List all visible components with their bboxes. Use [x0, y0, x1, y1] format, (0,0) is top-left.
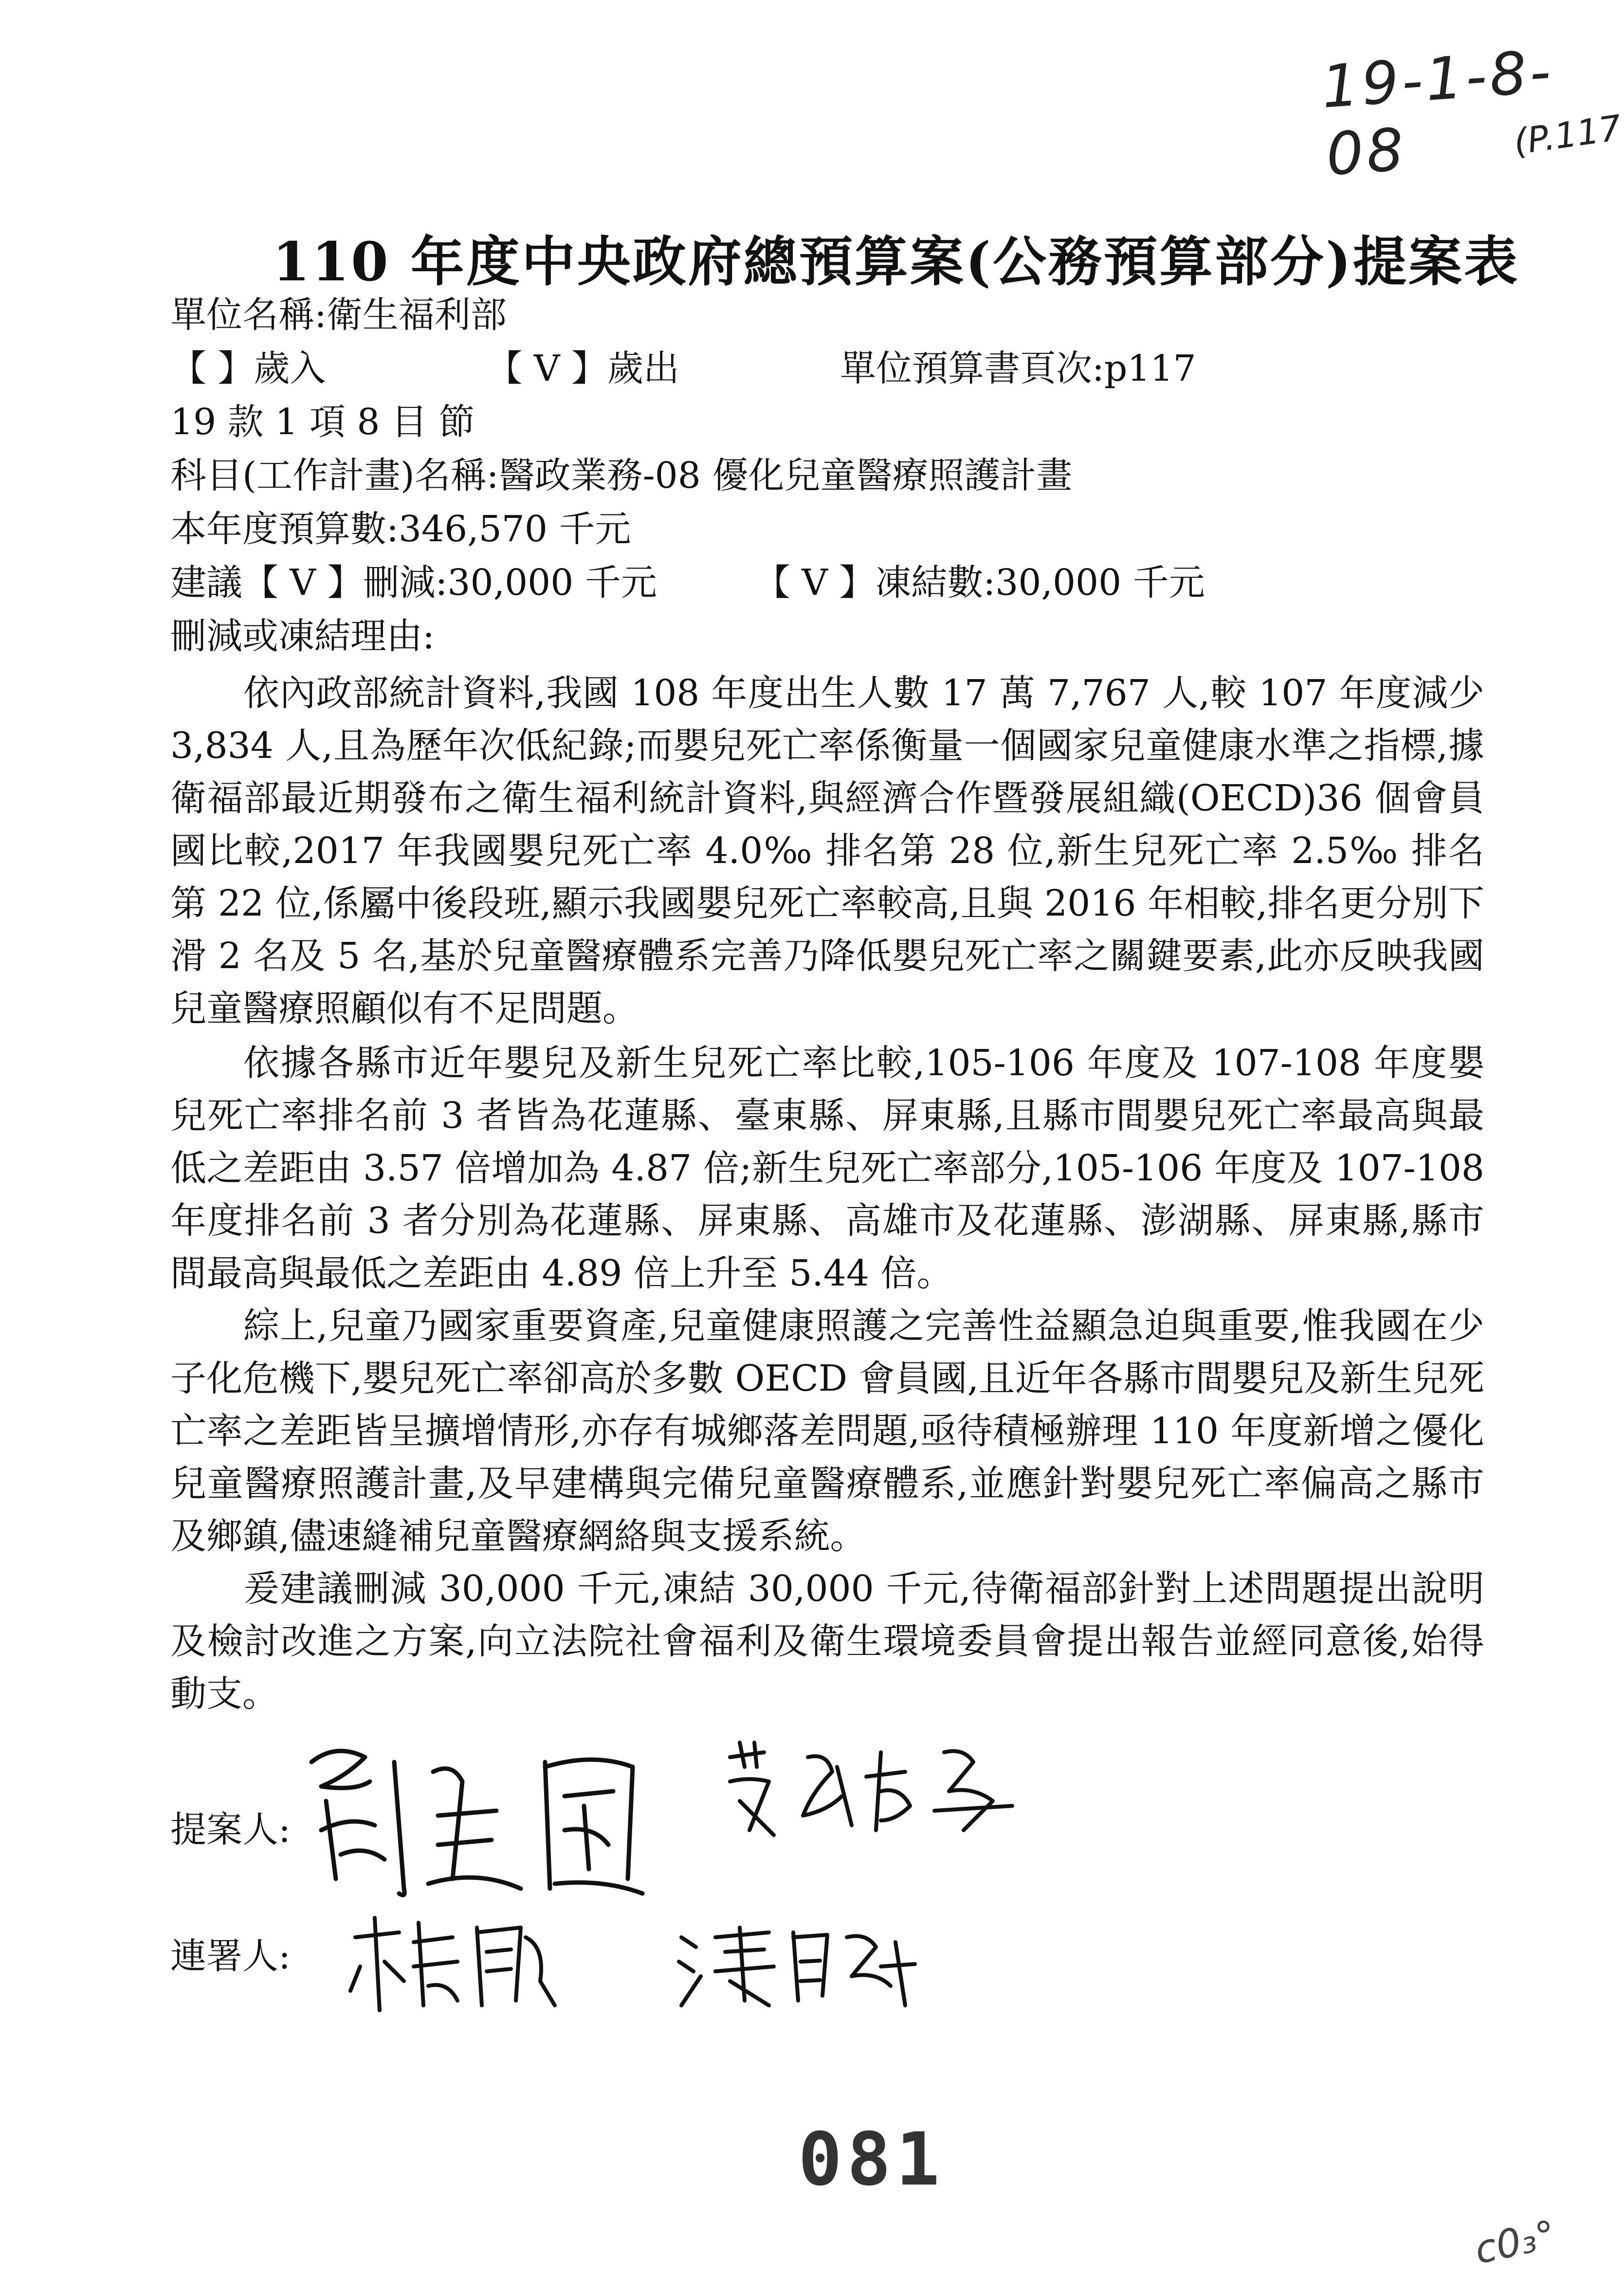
proposer-signature-1	[292, 1733, 681, 1908]
proposer-label: 提案人:	[170, 1809, 291, 1851]
expenditure-checkbox: 【 V 】歲出	[486, 348, 680, 389]
handwritten-corner-mark: c0₃°	[1471, 2211, 1560, 2273]
subject-name: 科目(工作計畫)名稱:醫政業務-08 優化兒童醫療照護計畫	[170, 455, 1073, 496]
freeze-amount: 【 V 】凍結數:30,000 千元	[754, 562, 1205, 604]
document-title: 110 年度中央政府總預算案(公務預算部分)提案表	[273, 230, 1519, 293]
handwritten-date-code: 19-1-8-08	[1319, 37, 1556, 189]
reason-label: 刪減或凍結理由:	[170, 615, 435, 657]
revenue-checkbox: 【 】歲入	[170, 348, 326, 389]
reason-paragraph-2: 依據各縣市近年嬰兒及新生兒死亡率比較,105-106 年度及 107-108 年度嬰兒死亡率排名前 3 者皆為花蓮縣、臺東縣、屏東縣,且縣市間嬰兒死亡率最高與最低之差距由 3.57 倍增加為 4.87 倍;新生兒死亡率部分,105-106 年度及 107-108 年度排名前 3 者分別為花蓮縣、屏東縣、高雄市及花蓮縣、澎湖縣、屏東縣,縣市間最高與最低之差距由 4.89 倍上升至 5.44 倍。	[170, 1042, 1484, 1294]
handwritten-page-ref: (P.117	[1511, 107, 1624, 163]
unit-name: 單位名稱:衛生福利部	[170, 294, 507, 336]
cosigner-signature-2	[672, 1918, 925, 2015]
reason-paragraph-3: 綜上,兒童乃國家重要資產,兒童健康照護之完善性益顯急迫與重要,惟我國在少子化危機下,嬰兒死亡率卻高於多數 OECD 會員國,且近年各縣市間嬰兒及新生兒死亡率之差距皆呈擴增情形,亦存有城鄉落差問題,亟待積極辦理 110 年度新增之優化兒童醫療照護計畫,及早建構與完備兒童醫療體系,並應針對嬰兒死亡率偏高之縣市及鄉鎮,儘速縫補兒童醫療網絡與支援系統。	[170, 1305, 1484, 1557]
budget-page-ref: 單位預算書頁次:p117	[840, 348, 1196, 389]
reason-paragraph-1: 依內政部統計資料,我國 108 年度出生人數 17 萬 7,767 人,較 107 年度減少 3,834 人,且為歷年次低紀錄;而嬰兒死亡率係衡量一個國家兒童健康水準之指標,據衛福部最近期發布之衛生福利統計資料,與經濟合作暨發展組織(OECD)36 個會員國比較,2017 年我國嬰兒死亡率 4.0‰ 排名第 28 位,新生兒死亡率 2.5‰ 排名第 22 位,係屬中後段班,顯示我國嬰兒死亡率較高,且與 2016 年相較,排名更分別下滑 2 名及 5 名,基於兒童醫療體系完善乃降低嬰兒死亡率之關鍵要素,此亦反映我國兒童醫療照顧似有不足問題。	[170, 672, 1484, 1029]
page-number: 081	[798, 2117, 945, 2202]
category-row	[170, 348, 1196, 389]
reason-paragraph-4: 爰建議刪減 30,000 千元,凍結 30,000 千元,待衛福部針對上述問題提出說明及檢討改進之方案,向立法院社會福利及衛生環境委員會提出報告並經同意後,始得動支。	[170, 1568, 1484, 1715]
cosigner-label: 連署人:	[170, 1935, 291, 1977]
item-code: 19 款 1 項 8 目 節	[170, 401, 475, 443]
proposer-signature-2	[720, 1738, 1022, 1845]
cosigner-signature-1	[341, 1908, 565, 2020]
suggestion-row	[170, 562, 1205, 604]
budget-amount: 本年度預算數:346,570 千元	[170, 508, 631, 550]
suggest-cut: 建議【 V 】刪減:30,000 千元	[170, 562, 657, 604]
